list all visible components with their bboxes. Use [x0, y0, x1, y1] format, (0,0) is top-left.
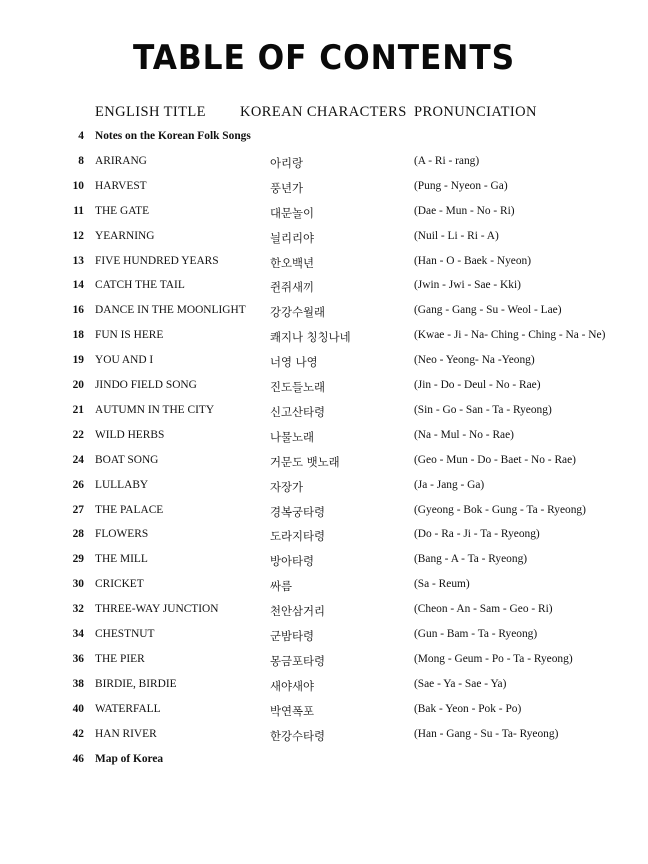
- pronunciation: (Na - Mul - No - Rae): [414, 428, 514, 441]
- korean-title: 한오백년: [270, 255, 315, 270]
- korean-title: 아리랑: [270, 155, 304, 170]
- page-number: 19: [72, 354, 84, 367]
- toc-entry: [0, 279, 648, 299]
- pronunciation: (Pung - Nyeon - Ga): [414, 179, 508, 192]
- pronunciation: (Han - O - Baek - Nyeon): [414, 254, 532, 267]
- korean-title: 새야새야: [270, 678, 315, 693]
- english-title: THE PALACE: [95, 503, 164, 516]
- english-title: HARVEST: [95, 179, 147, 192]
- pronunciation: (Gun - Bam - Ta - Ryeong): [414, 628, 538, 640]
- page-number: 27: [72, 503, 84, 516]
- pronunciation: (Sin - Go - San - Ta - Ryeong): [414, 403, 552, 416]
- header-english-title: ENGLISH TITLE: [95, 104, 206, 120]
- korean-title: 천안삼거리: [270, 604, 326, 619]
- english-title: JINDO FIELD SONG: [95, 379, 197, 391]
- page-number: 30: [72, 578, 84, 591]
- korean-title: 강강수월래: [270, 305, 326, 320]
- pronunciation: (Mong - Geum - Po - Ta - Ryeong): [414, 652, 573, 665]
- korean-title: 신고산타령: [270, 404, 326, 419]
- toc-entry: [0, 578, 648, 598]
- korean-title: 늴리리야: [270, 230, 315, 245]
- toc-entry: [0, 653, 648, 673]
- english-title: BOAT SONG: [95, 453, 159, 466]
- pronunciation: (Ja - Jang - Ga): [414, 478, 485, 491]
- pronunciation: (Do - Ra - Ji - Ta - Ryeong): [414, 528, 540, 541]
- toc-entry: [0, 628, 648, 648]
- pronunciation: (Gang - Gang - Su - Weol - Lae): [414, 304, 562, 317]
- english-title: FLOWERS: [95, 528, 149, 541]
- page-number: 28: [72, 528, 84, 541]
- pronunciation: (Gyeong - Bok - Gung - Ta - Ryeong): [414, 503, 586, 516]
- korean-title: 싸름: [270, 579, 293, 594]
- page-number: 20: [72, 379, 84, 391]
- korean-title: 자장가: [270, 479, 304, 494]
- page-number: 40: [72, 702, 84, 715]
- header-korean-characters: KOREAN CHARACTERS: [240, 104, 407, 120]
- toc-entry: [0, 354, 648, 374]
- english-title: THE PIER: [95, 652, 145, 665]
- pronunciation: (Bak - Yeon - Pok - Po): [414, 702, 522, 715]
- korean-title: 나물노래: [270, 429, 315, 444]
- korean-title: 진도들노래: [270, 380, 326, 394]
- korean-title: 방아타령: [270, 554, 315, 569]
- english-title: FUN IS HERE: [95, 329, 164, 342]
- page-number: 29: [72, 553, 84, 566]
- toc-entry: [0, 180, 648, 200]
- pronunciation: (Bang - A - Ta - Ryeong): [414, 553, 528, 566]
- korean-title: 박연폭포: [270, 703, 315, 718]
- page-number: 12: [72, 229, 84, 242]
- toc-entry: [0, 728, 648, 748]
- english-title: CATCH THE TAIL: [95, 279, 185, 292]
- toc-entry: [0, 753, 648, 773]
- toc-entry: [0, 155, 648, 175]
- english-title: THREE-WAY JUNCTION: [95, 603, 219, 616]
- page-number: 11: [73, 204, 84, 217]
- korean-title: 몽금포타령: [270, 653, 326, 668]
- english-title: YEARNING: [95, 229, 155, 242]
- pronunciation: (Jwin - Jwi - Sae - Kki): [414, 279, 521, 292]
- korean-title: 풍년가: [270, 180, 304, 195]
- pronunciation: (Nuil - Li - Ri - A): [414, 229, 499, 242]
- korean-title: 도라지타령: [270, 529, 326, 544]
- english-title: CHESTNUT: [95, 628, 155, 640]
- toc-entry: [0, 205, 648, 225]
- toc-entry: [0, 130, 648, 150]
- pronunciation: (Sae - Ya - Sae - Ya): [414, 677, 507, 690]
- toc-entry: [0, 404, 648, 424]
- english-title: BIRDIE, BIRDIE: [95, 677, 177, 690]
- pronunciation: (A - Ri - rang): [414, 154, 480, 167]
- english-title: HAN RIVER: [95, 727, 157, 740]
- pronunciation: (Dae - Mun - No - Ri): [414, 204, 515, 217]
- english-title: DANCE IN THE MOONLIGHT: [95, 304, 246, 317]
- page-number: 18: [72, 329, 84, 342]
- korean-title: 경복궁타령: [270, 504, 326, 519]
- english-title: Notes on the Korean Folk Songs: [95, 130, 251, 142]
- page-number: 13: [72, 254, 84, 267]
- page-number: 24: [72, 453, 84, 466]
- pronunciation: (Cheon - An - Sam - Geo - Ri): [414, 603, 553, 616]
- page-number: 14: [72, 279, 84, 292]
- korean-title: 쾌지나 칭칭나네: [270, 330, 351, 345]
- page-title: TABLE OF CONTENTS: [132, 38, 516, 78]
- page-number: 10: [72, 179, 84, 192]
- pronunciation: (Han - Gang - Su - Ta- Ryeong): [414, 727, 559, 740]
- korean-title: 거문도 뱃노래: [270, 454, 340, 469]
- english-title: THE GATE: [95, 204, 150, 217]
- english-title: THE MILL: [95, 553, 148, 566]
- page-number: 21: [72, 403, 84, 416]
- page-number: 22: [72, 428, 84, 441]
- pronunciation: (Sa - Reum): [414, 578, 470, 591]
- header-pronunciation: PRONUNCIATION: [414, 104, 537, 120]
- pronunciation: (Jin - Do - Deul - No - Rae): [414, 379, 541, 391]
- page-number: 38: [72, 677, 84, 690]
- page-number: 34: [72, 628, 84, 640]
- page-number: 8: [78, 154, 84, 167]
- english-title: AUTUMN IN THE CITY: [95, 403, 215, 416]
- page-number: 26: [72, 478, 84, 491]
- english-title: LULLABY: [95, 478, 149, 491]
- toc-entry: [0, 454, 648, 474]
- english-title: CRICKET: [95, 578, 144, 591]
- column-headers: [0, 104, 648, 124]
- page-number: 32: [72, 603, 84, 616]
- english-title: WATERFALL: [95, 702, 161, 715]
- korean-title: 너영 나영: [270, 355, 318, 370]
- page-number: 42: [72, 727, 84, 740]
- english-title: WILD HERBS: [95, 428, 165, 441]
- korean-title: 대문놀이: [270, 205, 315, 220]
- korean-title: 한강수타령: [270, 728, 326, 743]
- toc-entry: [0, 429, 648, 449]
- toc-entry: [0, 230, 648, 250]
- page-number: 4: [78, 130, 84, 142]
- toc-entry: [0, 603, 648, 623]
- toc-entry: [0, 703, 648, 723]
- english-title: YOU AND I: [95, 354, 154, 367]
- korean-title: 쥔쥐새끼: [270, 280, 315, 295]
- toc-entry: [0, 504, 648, 524]
- page-number: 46: [72, 752, 84, 765]
- toc-entry: [0, 678, 648, 698]
- korean-title: 군밤타령: [270, 629, 315, 643]
- pronunciation: (Kwae - Ji - Na- Ching - Ching - Na - Ne): [414, 329, 606, 342]
- toc-entry: [0, 255, 648, 275]
- toc-entry: [0, 553, 648, 573]
- toc-entry: [0, 379, 648, 399]
- english-title: Map of Korea: [95, 752, 164, 765]
- pronunciation: (Neo - Yeong- Na -Yeong): [414, 354, 535, 367]
- english-title: FIVE HUNDRED YEARS: [95, 254, 219, 267]
- toc-entry: [0, 479, 648, 499]
- toc-entry: [0, 329, 648, 349]
- toc-entry: [0, 528, 648, 548]
- pronunciation: (Geo - Mun - Do - Baet - No - Rae): [414, 453, 576, 466]
- toc-entry: [0, 304, 648, 324]
- english-title: ARIRANG: [95, 154, 147, 167]
- page-number: 16: [72, 304, 84, 317]
- page-number: 36: [72, 652, 84, 665]
